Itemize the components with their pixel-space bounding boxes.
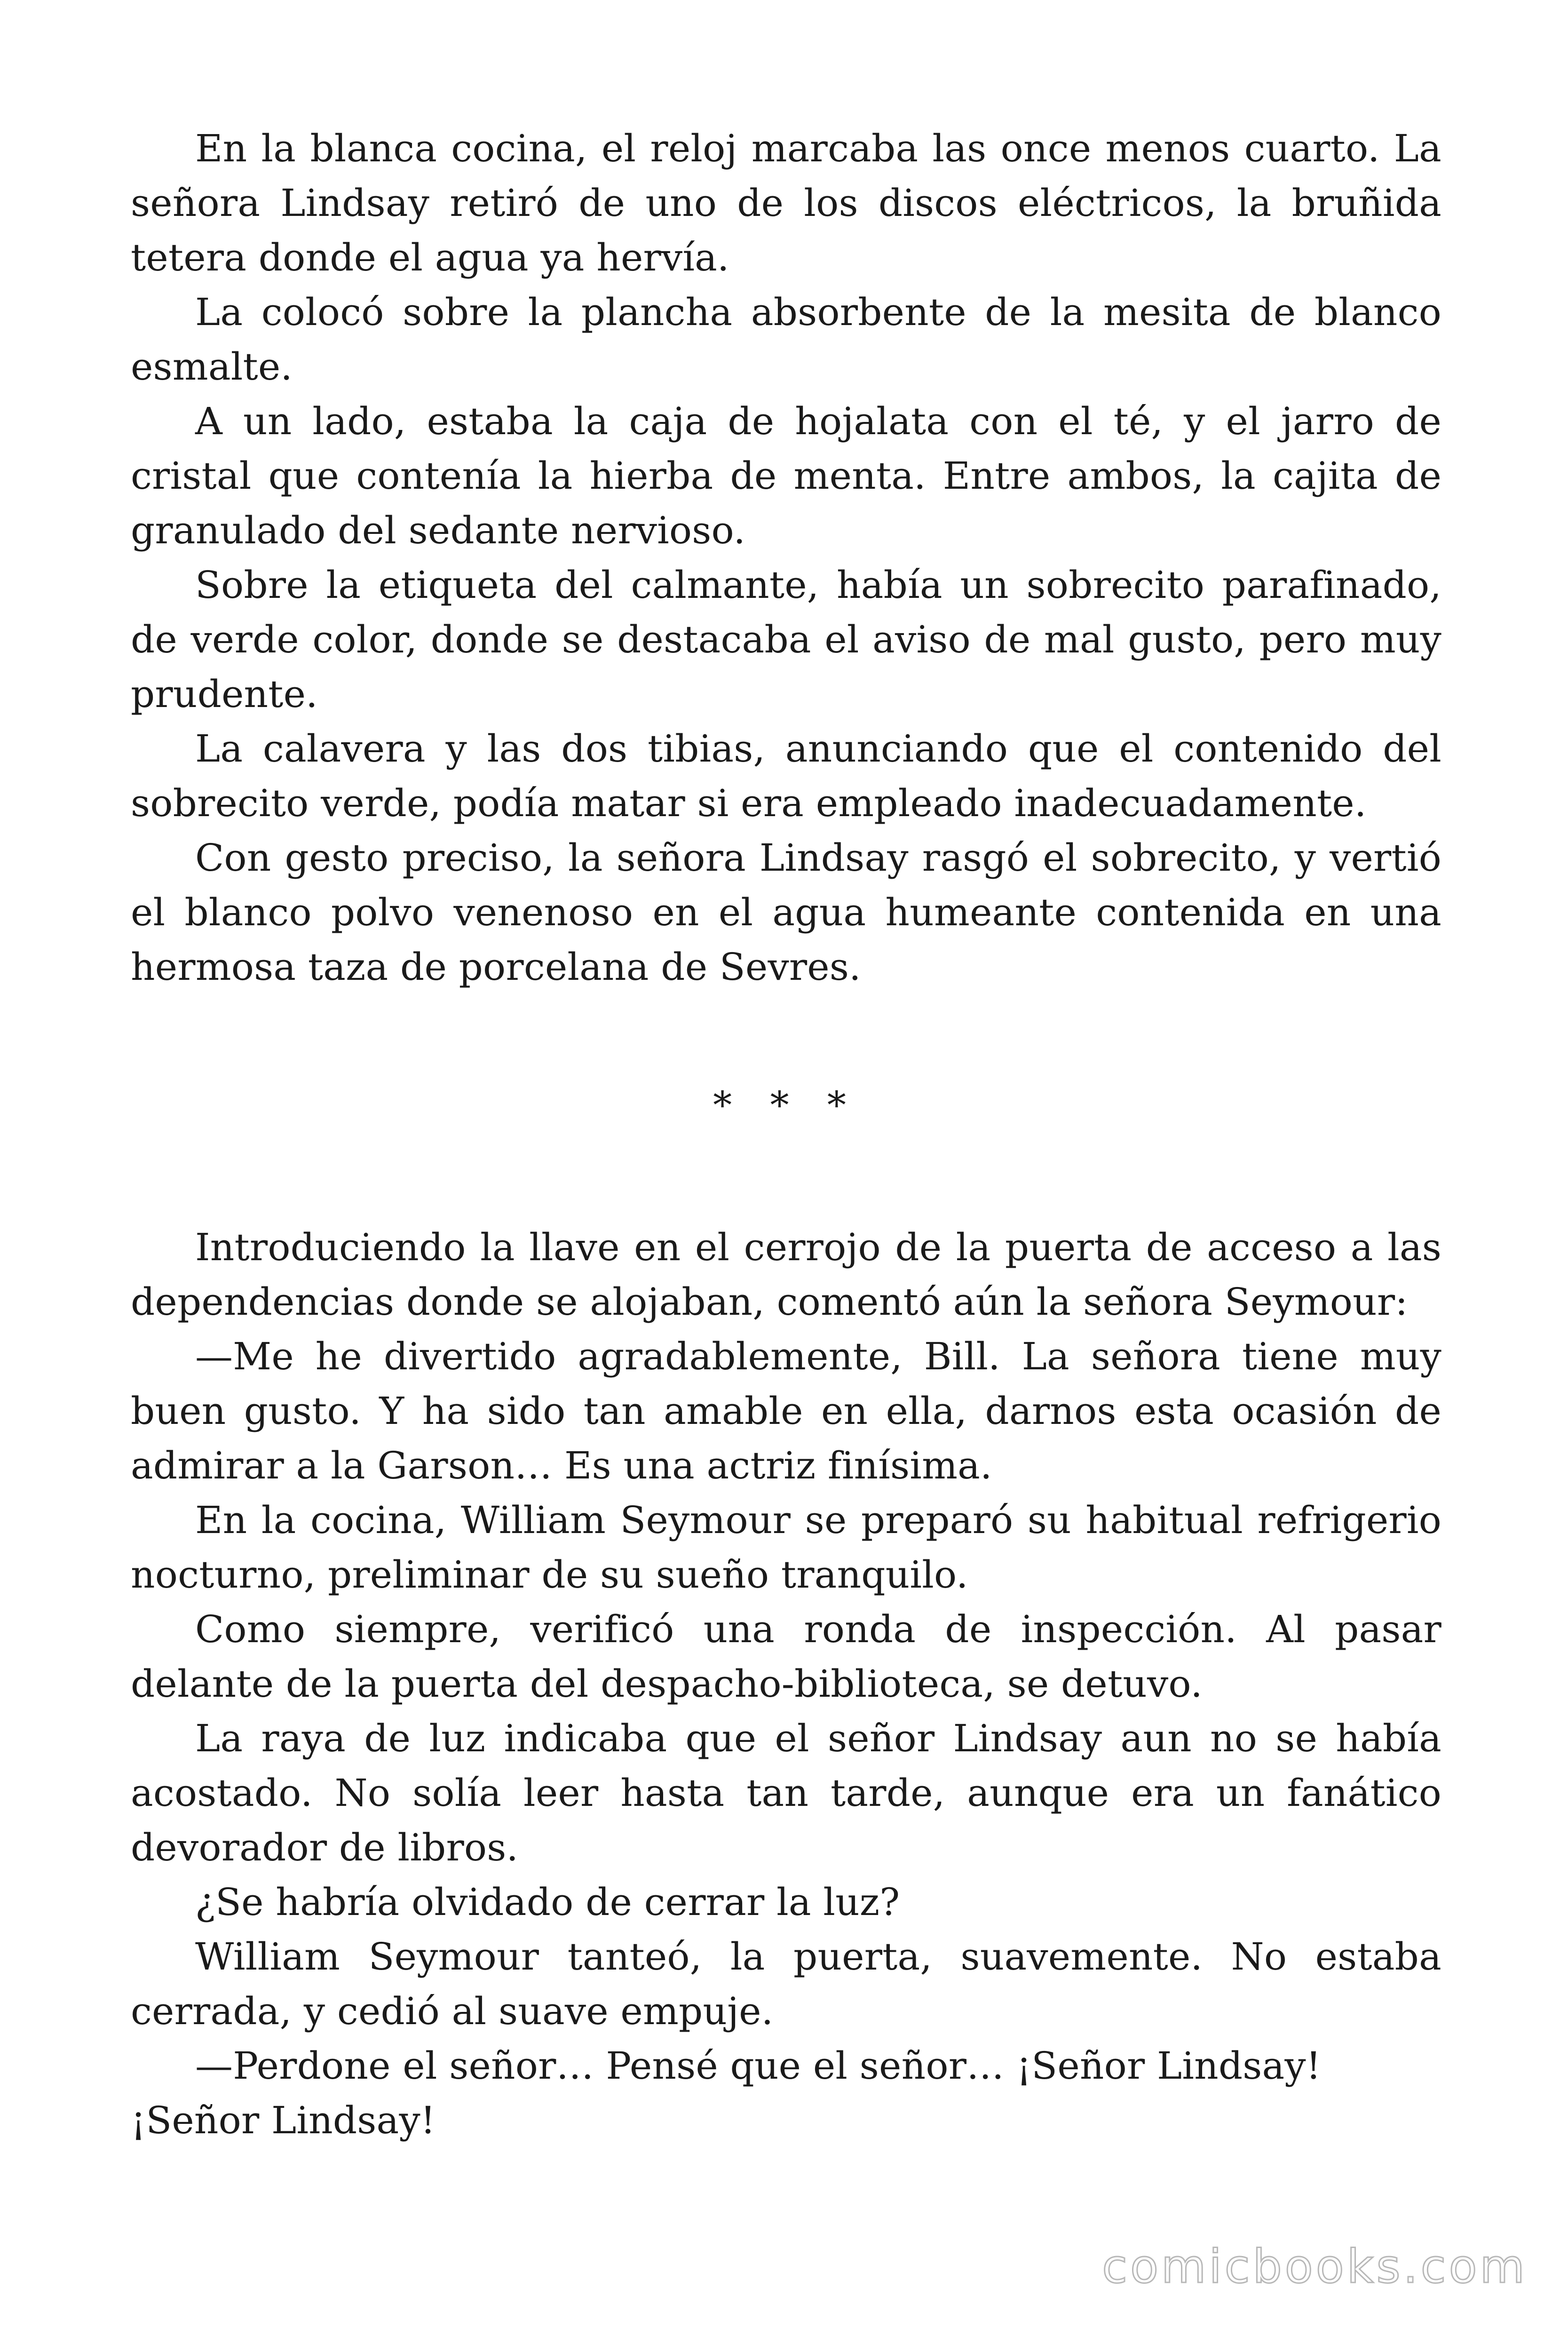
paragraph: La colocó sobre la plancha absorbente de la mesita de blanco esmalte. [131, 290, 1441, 389]
paragraph: ¿Se habría olvidado de cerrar la luz? [195, 1880, 900, 1924]
separator-asterisks: * * * [713, 1083, 859, 1127]
paragraph: La calavera y las dos tibias, anunciando que el contenido del sobrecito verde, podía matar si era empleado inadecuadamente. [131, 727, 1441, 825]
paragraph: Sobre la etiqueta del calmante, había un sobrecito parafinado, de verde color, donde se destacaba el aviso de mal gusto, pero muy prudente. [131, 563, 1441, 716]
section-separator [131, 994, 1441, 1220]
paragraph: En la cocina, William Seymour se preparó su habitual refrigerio nocturno, preliminar de su sueño tranquilo. [131, 1498, 1441, 1597]
paragraph: Con gesto preciso, la señora Lindsay rasgó el sobrecito, y vertió el blanco polvo venenoso en el agua humeante contenida en una hermosa taza de porcelana de Sevres. [131, 836, 1441, 989]
watermark-logo: comicbooks.com [1102, 2240, 1528, 2294]
paragraph: Introduciendo la llave en el cerrojo de la puerta de acceso a las dependencias donde se alojaban, comentó aún la señora Seymour: [131, 1225, 1441, 1324]
paragraph: En la blanca cocina, el reloj marcaba las once menos cuarto. La señora Lindsay retiró de uno de los discos eléctricos, la bruñida tetera donde el agua ya hervía. [131, 127, 1441, 279]
section-kitchen [131, 121, 1441, 994]
paragraph: —Me he divertido agradablemente, Bill. La señora tiene muy buen gusto. Y ha sido tan amable en ella, darnos esta ocasión de admirar a la Garson… Es una actriz finísima. [131, 1335, 1441, 1487]
paragraph: William Seymour tanteó, la puerta, suavemente. No estaba cerrada, y cedió al suave empuje. [131, 1935, 1441, 2033]
section-return-home [131, 1220, 1441, 2148]
paragraph: La raya de luz indicaba que el señor Lindsay aun no se había acostado. No solía leer hasta tan tarde, aunque era un fanático devorador de libros. [131, 1716, 1441, 1869]
page-body [131, 121, 1441, 2148]
paragraph: A un lado, estaba la caja de hojalata con el té, y el jarro de cristal que contenía la hierba de menta. Entre ambos, la cajita de granulado del sedante nervioso. [131, 399, 1441, 552]
paragraph-continuation: ¡Señor Lindsay! [131, 2098, 436, 2142]
paragraph: Como siempre, verificó una ronda de inspección. Al pasar delante de la puerta del despacho-biblioteca, se detuvo. [131, 1607, 1441, 1706]
paragraph: —Perdone el señor… Pensé que el señor… ¡Señor Lindsay! [195, 2044, 1322, 2088]
